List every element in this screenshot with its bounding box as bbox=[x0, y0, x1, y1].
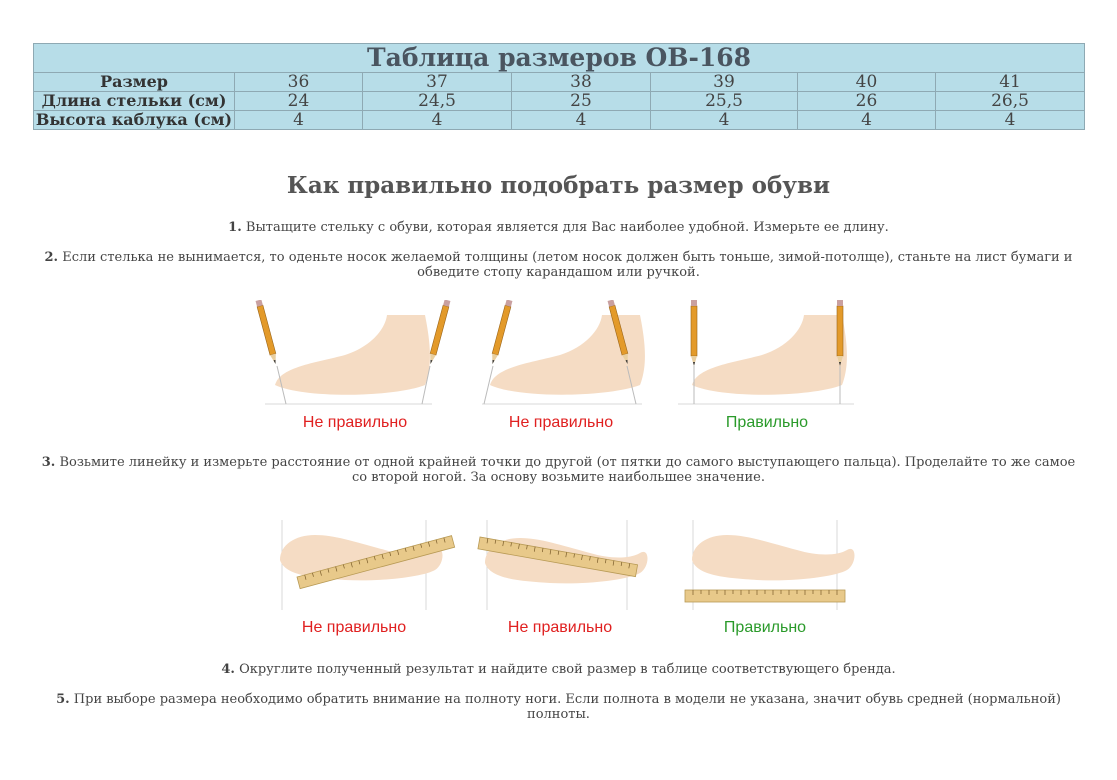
step-3 bbox=[40, 455, 1077, 485]
label-right-2: Правильно bbox=[723, 619, 807, 636]
table-cell: 4 bbox=[936, 111, 1085, 130]
step-number: 1. bbox=[228, 220, 242, 235]
table-cell: 26,5 bbox=[936, 92, 1085, 111]
guide-title: Как правильно подобрать размер обуви bbox=[286, 172, 831, 199]
step-text: Возьмите линейку и измерьте расстояние от одной крайней точки до другой (от пятки до самого выступающего пальца). Проделайте то же самое со второй ногой. За основу возьмите наибольшее значение. bbox=[59, 455, 1076, 485]
ruler-measure-illustration bbox=[275, 515, 855, 615]
step-number: 2. bbox=[44, 250, 59, 265]
row-label: Высота каблука (см) bbox=[34, 111, 235, 130]
table-row bbox=[34, 111, 1085, 130]
table-cell: 26 bbox=[798, 92, 936, 111]
step-number: 5. bbox=[56, 692, 70, 707]
table-cell: 40 bbox=[798, 73, 936, 92]
ruler-panel-wrong-2 bbox=[478, 520, 648, 610]
table-cell: 4 bbox=[512, 111, 651, 130]
label-wrong-1: Не правильно bbox=[302, 414, 408, 431]
ruler-panel-wrong-1 bbox=[280, 520, 455, 610]
step-number: 4. bbox=[221, 662, 235, 677]
size-table bbox=[33, 43, 1085, 130]
table-cell: 4 bbox=[798, 111, 936, 130]
row-label: Размер bbox=[34, 73, 235, 92]
table-cell: 4 bbox=[651, 111, 798, 130]
table-cell: 4 bbox=[363, 111, 512, 130]
table-cell: 4 bbox=[235, 111, 363, 130]
table-cell: 39 bbox=[651, 73, 798, 92]
step-text: Округлите полученный результат и найдите свой размер в таблице соответствующего бренда. bbox=[239, 662, 896, 677]
table-cell: 37 bbox=[363, 73, 512, 92]
table-row bbox=[34, 92, 1085, 111]
foot-tracing-illustration bbox=[250, 300, 870, 420]
step-text: Если стелька не вынимается, то оденьте носок желаемой толщины (летом носок должен быть тоньше, зимой-потолще), станьте на лист бумаги и обведите стопу карандашом или ручкой. bbox=[62, 250, 1073, 280]
step-5 bbox=[40, 692, 1077, 722]
row-label: Длина стельки (см) bbox=[34, 92, 235, 111]
table-row bbox=[34, 73, 1085, 92]
table-cell: 24 bbox=[235, 92, 363, 111]
step-number: 3. bbox=[41, 455, 56, 470]
step-text: Вытащите стельку с обуви, которая является для Вас наиболее удобной. Измерьте ее длину. bbox=[245, 220, 889, 235]
foot-panel-wrong-2 bbox=[482, 300, 645, 404]
step-4 bbox=[120, 662, 997, 677]
label-wrong-4: Не правильно bbox=[507, 619, 613, 636]
step-2 bbox=[40, 250, 1077, 280]
table-title-row bbox=[34, 44, 1085, 73]
label-wrong-3: Не правильно bbox=[301, 619, 407, 636]
label-right-1: Правильно bbox=[725, 414, 809, 431]
table-cell: 24,5 bbox=[363, 92, 512, 111]
table-cell: 41 bbox=[936, 73, 1085, 92]
foot-panel-right bbox=[678, 300, 854, 404]
table-cell: 25 bbox=[512, 92, 651, 111]
foot-panel-wrong-1 bbox=[256, 300, 451, 404]
step-1 bbox=[120, 220, 997, 235]
label-wrong-2: Не правильно bbox=[508, 414, 614, 431]
table-cell: 36 bbox=[235, 73, 363, 92]
ruler-panel-right bbox=[685, 520, 855, 610]
step-text: При выборе размера необходимо обратить внимание на полноту ноги. Если полнота в модели не указана, значит обувь средней (нормальной) полноты. bbox=[73, 692, 1061, 722]
table-title: Таблица размеров ОВ-168 bbox=[34, 44, 1085, 73]
table-cell: 25,5 bbox=[651, 92, 798, 111]
table-cell: 38 bbox=[512, 73, 651, 92]
